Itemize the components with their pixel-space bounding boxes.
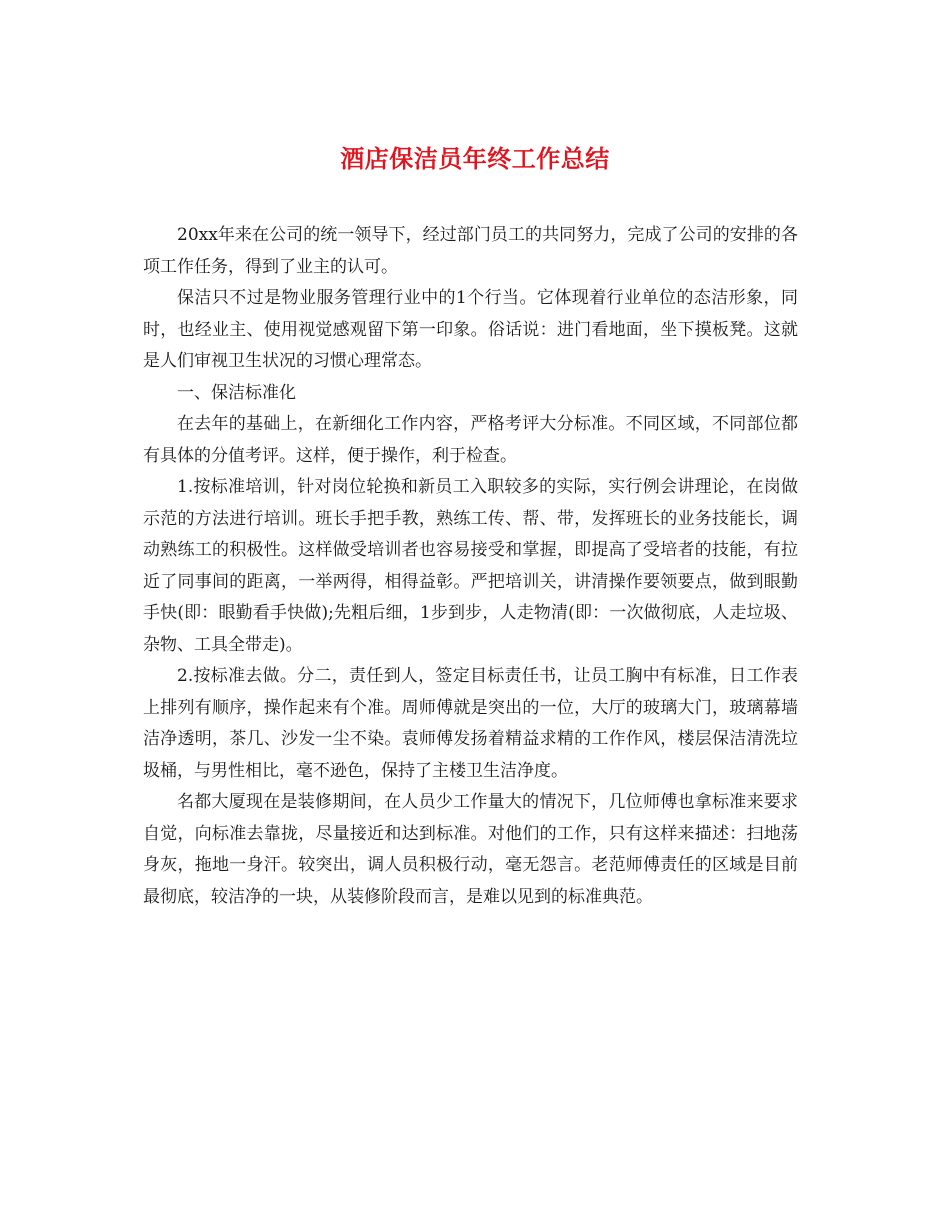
paragraph-mingdu-building: 名都大厦现在是装修期间，在人员少工作量大的情况下，几位师傅也拿标准来要求自觉，向标准去靠拢，尽量接近和达到标准。对他们的工作，只有这样来描述：扫地荡身灰，拖地一身汗。较突出，调人员积极行动，毫无怨言。老范师傅责任的区域是目前最彻底，较洁净的一块，从装修阶段而言，是难以见到的标准典范。 xyxy=(143,792,798,907)
section-heading-standardization: 一、保洁标准化 xyxy=(177,382,296,403)
paragraph-cleaning-role: 保洁只不过是物业服务管理行业中的1个行当。它体现着行业单位的态洁形象，同时，也经业主、使用视觉感观留下第一印象。俗话说：进门看地面，坐下摸板凳。这就是人们审视卫生状况的习惯心理常态。 xyxy=(143,288,798,371)
document-title: 酒店保洁员年终工作总结 xyxy=(340,144,610,173)
paragraph-intro: 20xx年来在公司的统一领导下，经过部门员工的共同努力，完成了公司的安排的各项工作任务，得到了业主的认可。 xyxy=(143,225,798,277)
paragraph-standards-refinement: 在去年的基础上，在新细化工作内容，严格考评大分标准。不同区域，不同部位都有具体的分值考评。这样，便于操作，利于检查。 xyxy=(143,414,798,466)
paragraph-training: 1.按标准培训，针对岗位轮换和新员工入职较多的实际，实行例会讲理论，在岗做示范的方法进行培训。班长手把手教，熟练工传、帮、带，发挥班长的业务技能长，调动熟练工的积极性。这样做受培训者也容易接受和掌握，即提高了受培者的技能，有拉近了同事间的距离，一举两得，相得益彰。严把培训关，讲清操作要领要点，做到眼勤手快(即：眼勤看手快做);先粗后细，1步到步，人走物清(即：一次做彻底，人走垃圾、杂物、工具全带走)。 xyxy=(143,477,798,655)
paragraph-execution: 2.按标准去做。分二，责任到人，签定目标责任书，让员工胸中有标准，日工作表上排列有顺序，操作起来有个准。周师傅就是突出的一位，大厅的玻璃大门，玻璃幕墙洁净透明，茶几、沙发一尘不染。袁师傅发扬着精益求精的工作作风，楼层保洁清洗垃圾桶，与男性相比，毫不逊色，保持了主楼卫生洁净度。 xyxy=(143,666,798,781)
document-body xyxy=(143,220,798,913)
